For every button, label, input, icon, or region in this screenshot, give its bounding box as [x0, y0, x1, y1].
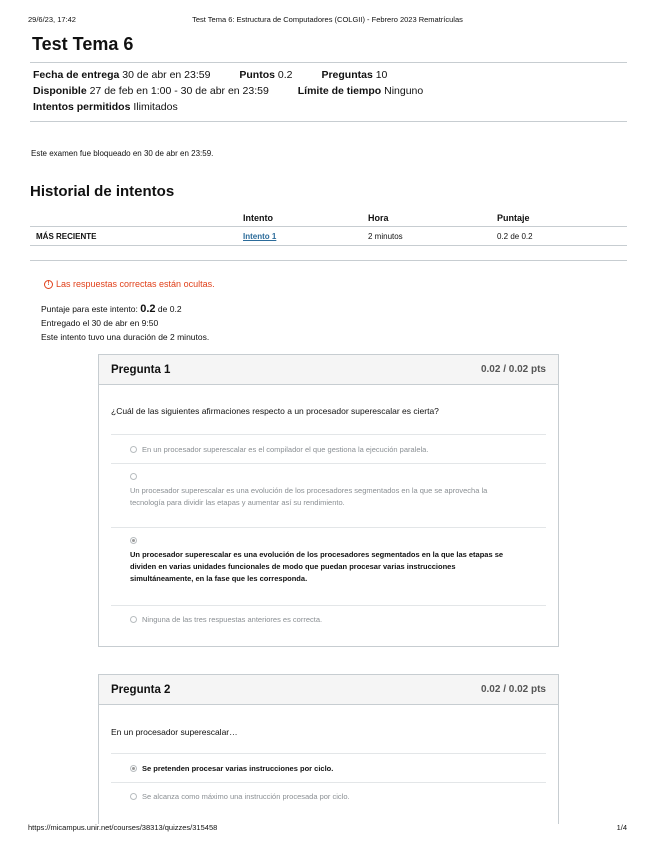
answer-option-1: En un procesador superescalar es el compilador el que gestiona la ejecución paralela.: [142, 445, 429, 454]
print-header: [28, 15, 627, 27]
answer-divider: [111, 434, 546, 435]
answer-divider: [111, 463, 546, 464]
print-doc-title: Test Tema 6: Estructura de Computadores (COLGII) - Febrero 2023 Rematrículas: [192, 15, 463, 24]
answer-radio[interactable]: [130, 473, 137, 480]
answer-divider: [111, 782, 546, 783]
questions-value: 10: [375, 69, 388, 81]
question-text: ¿Cuál de las siguientes afirmaciones respecto a un procesador superescalar es cierta?: [111, 406, 439, 416]
duration-line: Este intento tuvo una duración de 2 minutos.: [41, 332, 210, 342]
column-header-score: Puntaje: [497, 213, 530, 223]
attempt-history-table: [30, 208, 627, 246]
answer-radio-selected[interactable]: [130, 765, 137, 772]
divider: [30, 121, 627, 122]
quiz-meta-row-3: [33, 101, 178, 113]
attempt-row-label: MÁS RECIENTE: [36, 232, 97, 241]
available-label: Disponible: [33, 85, 87, 97]
time-limit-value: Ninguno: [384, 85, 424, 97]
table-header: [30, 208, 627, 227]
column-header-time: Hora: [368, 213, 389, 223]
attempt-score: 0.2 de 0.2: [497, 232, 533, 241]
answer-radio[interactable]: [130, 446, 137, 453]
attempt-summary: [41, 302, 209, 344]
table-row: [30, 227, 627, 246]
locked-message: Este examen fue bloqueado en 30 de abr en 23:59.: [31, 149, 214, 158]
question-title: Pregunta 2: [111, 684, 171, 696]
questions-label: Preguntas: [321, 69, 373, 81]
due-value: 30 de abr en 23:59: [122, 69, 211, 81]
answer-divider: [111, 605, 546, 606]
score-prefix: Puntaje para este intento:: [41, 304, 138, 314]
page-number: 1/4: [616, 823, 627, 832]
answer-divider: [111, 753, 546, 754]
answer-radio[interactable]: [130, 793, 137, 800]
print-datetime: 29/6/23, 17:42: [28, 15, 76, 24]
column-header-attempt: Intento: [243, 213, 273, 223]
score-value: 0.2: [140, 303, 156, 315]
question-title: Pregunta 1: [111, 364, 171, 376]
available-value: 27 de feb en 1:00 - 30 de abr en 23:59: [89, 85, 269, 97]
points-value: 0.2: [277, 69, 293, 81]
question-points: 0.02 / 0.02 pts: [480, 364, 546, 375]
page-title: Test Tema 6: [32, 34, 134, 54]
answer-radio-selected[interactable]: [130, 537, 137, 544]
answers-hidden-text: Las respuestas correctas están ocultas.: [56, 279, 215, 289]
quiz-meta-row-1: [33, 69, 387, 81]
score-line: [41, 302, 209, 316]
submitted-line: Entregado el 30 de abr en 9:50: [41, 318, 159, 328]
attempts-allowed-value: Ilimitados: [133, 101, 178, 113]
question-points: 0.02 / 0.02 pts: [480, 684, 546, 695]
info-icon: !: [44, 280, 53, 289]
quiz-meta-row-2: [33, 85, 423, 97]
answer-option-2: Se alcanza como máximo una instrucción procesada por ciclo.: [142, 792, 350, 801]
attempt-time: 2 minutos: [368, 232, 403, 241]
attempt-link[interactable]: Intento 1: [243, 232, 277, 241]
attempt-history-title: Historial de intentos: [30, 183, 175, 200]
points-label: Puntos: [239, 69, 275, 81]
attempts-allowed-label: Intentos permitidos: [33, 101, 131, 113]
answer-option-3-selected: Un procesador superescalar es una evolución de los procesadores segmentados en la que las etapas se dividen en varias unidades funcionales de modo que puedan procesar varias instrucciones simultáneamente, en la fase que les corresponda.: [130, 550, 504, 583]
divider: [30, 260, 627, 261]
answer-divider: [111, 527, 546, 528]
time-limit-label: Límite de tiempo: [297, 85, 382, 97]
question-header: [99, 675, 558, 705]
question-card-1: [98, 354, 559, 647]
answers-hidden-notice: [44, 279, 215, 289]
due-label: Fecha de entrega: [33, 69, 120, 81]
score-suffix: de 0.2: [157, 304, 182, 314]
question-header: [99, 355, 558, 385]
answer-option-4: Ninguna de las tres respuestas anteriores es correcta.: [142, 615, 323, 624]
question-text: En un procesador superescalar…: [111, 727, 238, 737]
divider: [30, 62, 627, 63]
print-url: https://micampus.unir.net/courses/38313/quizzes/315458: [28, 823, 218, 832]
answer-option-1-selected: Se pretenden procesar varias instrucciones por ciclo.: [142, 764, 334, 773]
answer-radio[interactable]: [130, 616, 137, 623]
question-card-2: [98, 674, 559, 824]
answer-option-2: Un procesador superescalar es una evolución de los procesadores segmentados en la que se aprovecha la tecnología para dividir las etapas y aumentar así su rendimiento.: [130, 486, 488, 507]
